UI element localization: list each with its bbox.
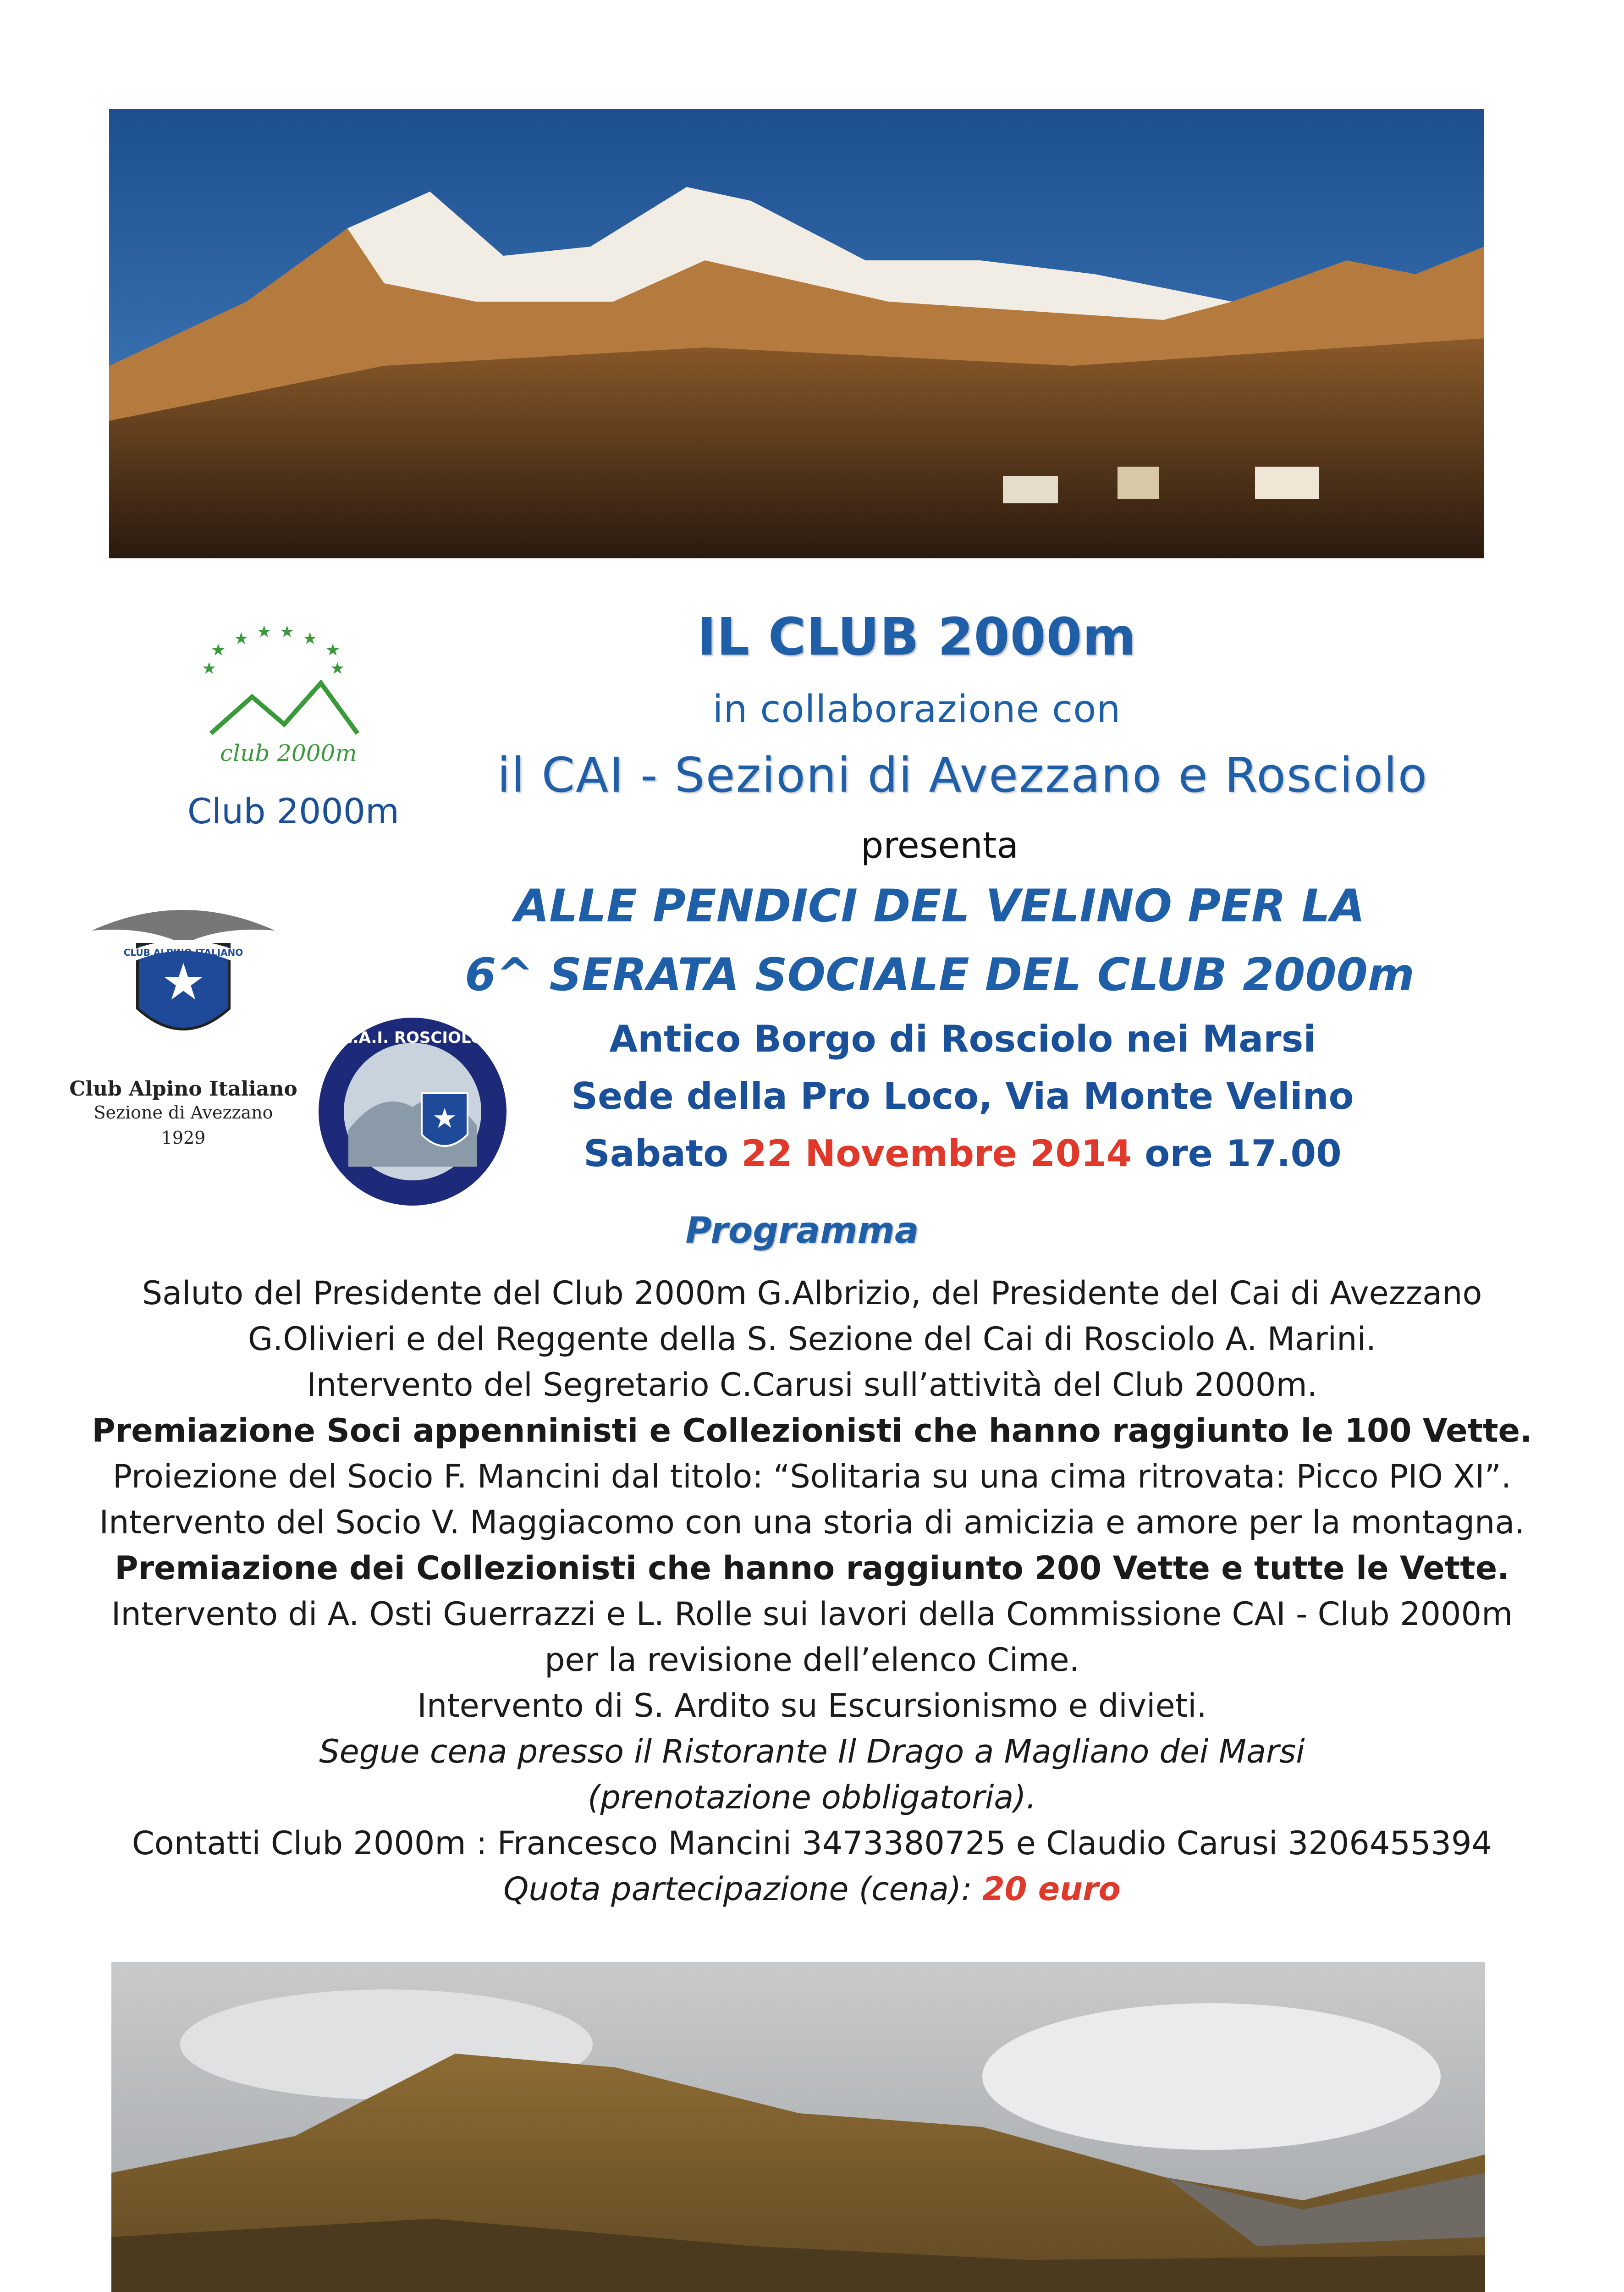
- contacts-line: Contatti Club 2000m : Francesco Mancini 3473380725 e Claudio Carusi 3206455394: [132, 1824, 1492, 1862]
- program-line: Intervento del Segretario C.Carusi sull’attività del Club 2000m.: [307, 1366, 1317, 1404]
- program-line: Intervento di S. Ardito su Escursionismo e divieti.: [417, 1687, 1207, 1725]
- svg-text:★: ★: [257, 623, 272, 641]
- location-line2: Sede della Pro Loco, Via Monte Velino: [571, 1075, 1354, 1118]
- club-2000m-caption: Club 2000m: [187, 791, 400, 832]
- club-logo-text: club 2000m: [220, 740, 357, 766]
- club-2000m-logo: [193, 623, 390, 779]
- svg-text:★: ★: [160, 953, 206, 1011]
- date-main: 22 Novembre 2014: [741, 1132, 1132, 1175]
- program-line: (prenotazione obbligatoria).: [588, 1779, 1036, 1816]
- presenta-label: presenta: [860, 825, 1019, 866]
- program-heading: Programma: [685, 1210, 919, 1251]
- rosciolo-logo-text: C.A.I. ROSCIOLO: [341, 1029, 484, 1047]
- program-line: Intervento del Socio V. Maggiacomo con una storia di amicizia e amore per la montagna.: [99, 1504, 1525, 1541]
- program-line: per la revisione dell’elenco Cime.: [545, 1641, 1079, 1679]
- quota-value: 20 euro: [982, 1870, 1121, 1908]
- top-mountain-photo: [109, 109, 1484, 558]
- svg-text:★: ★: [211, 641, 226, 660]
- cai-caption-year: 1929: [161, 1128, 206, 1148]
- program-line: Segue cena presso il Ristorante Il Drago a Magliano dei Marsi: [319, 1733, 1305, 1770]
- date-suffix: ore 17.00: [1145, 1132, 1342, 1175]
- event-name-line2: 6^ SERATA SOCIALE DEL CLUB 2000m: [465, 949, 1415, 1001]
- date-prefix: Sabato: [584, 1132, 729, 1175]
- cai-ribbon-text: CLUB ALPINO ITALIANO: [123, 947, 243, 958]
- location-line1: Antico Borgo di Rosciolo nei Marsi: [609, 1018, 1316, 1060]
- svg-text:★: ★: [280, 623, 295, 641]
- svg-text:★: ★: [234, 629, 249, 648]
- cai-rosciolo-logo: [316, 1015, 509, 1208]
- cai-caption-name: Club Alpino Italiano: [69, 1077, 297, 1101]
- program-line: Proiezione del Socio F. Mancini dal titolo: “Solitaria su una cima ritrovata: Picco PIO XI”.: [112, 1458, 1512, 1495]
- event-title: IL CLUB 2000m: [697, 607, 1137, 667]
- program-line: Premiazione dei Collezionisti che hanno raggiunto 200 Vette e tutte le Vette.: [115, 1549, 1509, 1587]
- svg-text:★: ★: [432, 1102, 457, 1135]
- quota-line: [46, 1870, 1578, 1908]
- event-name-line1: ALLE PENDICI DEL VELINO PER LA: [514, 880, 1365, 932]
- program-line: G.Olivieri e del Reggente della S. Sezione del Cai di Rosciolo A. Marini.: [248, 1320, 1376, 1358]
- program-line: Premiazione Soci appenninisti e Collezionisti che hanno raggiunto le 100 Vette.: [92, 1412, 1532, 1449]
- event-date-line: [504, 1132, 1421, 1175]
- cai-sections-line: il CAI - Sezioni di Avezzano e Rosciolo: [497, 747, 1428, 803]
- cai-avezzano-logo: [83, 894, 284, 1059]
- collaboration-line: in collaborazione con: [712, 688, 1121, 731]
- program-line: Saluto del Presidente del Club 2000m G.Albrizio, del Presidente del Cai di Avezzano: [142, 1274, 1482, 1312]
- svg-text:★: ★: [330, 659, 345, 678]
- cai-caption-section: Sezione di Avezzano: [94, 1102, 273, 1123]
- bottom-mountain-photo: [111, 1962, 1485, 2292]
- quota-label: Quota partecipazione (cena):: [503, 1870, 972, 1908]
- svg-text:★: ★: [202, 659, 217, 678]
- svg-text:★: ★: [303, 629, 318, 648]
- program-line: Intervento di A. Osti Guerrazzi e L. Rolle sui lavori della Commissione CAI - Club 2000m: [111, 1595, 1513, 1633]
- svg-text:★: ★: [325, 641, 341, 660]
